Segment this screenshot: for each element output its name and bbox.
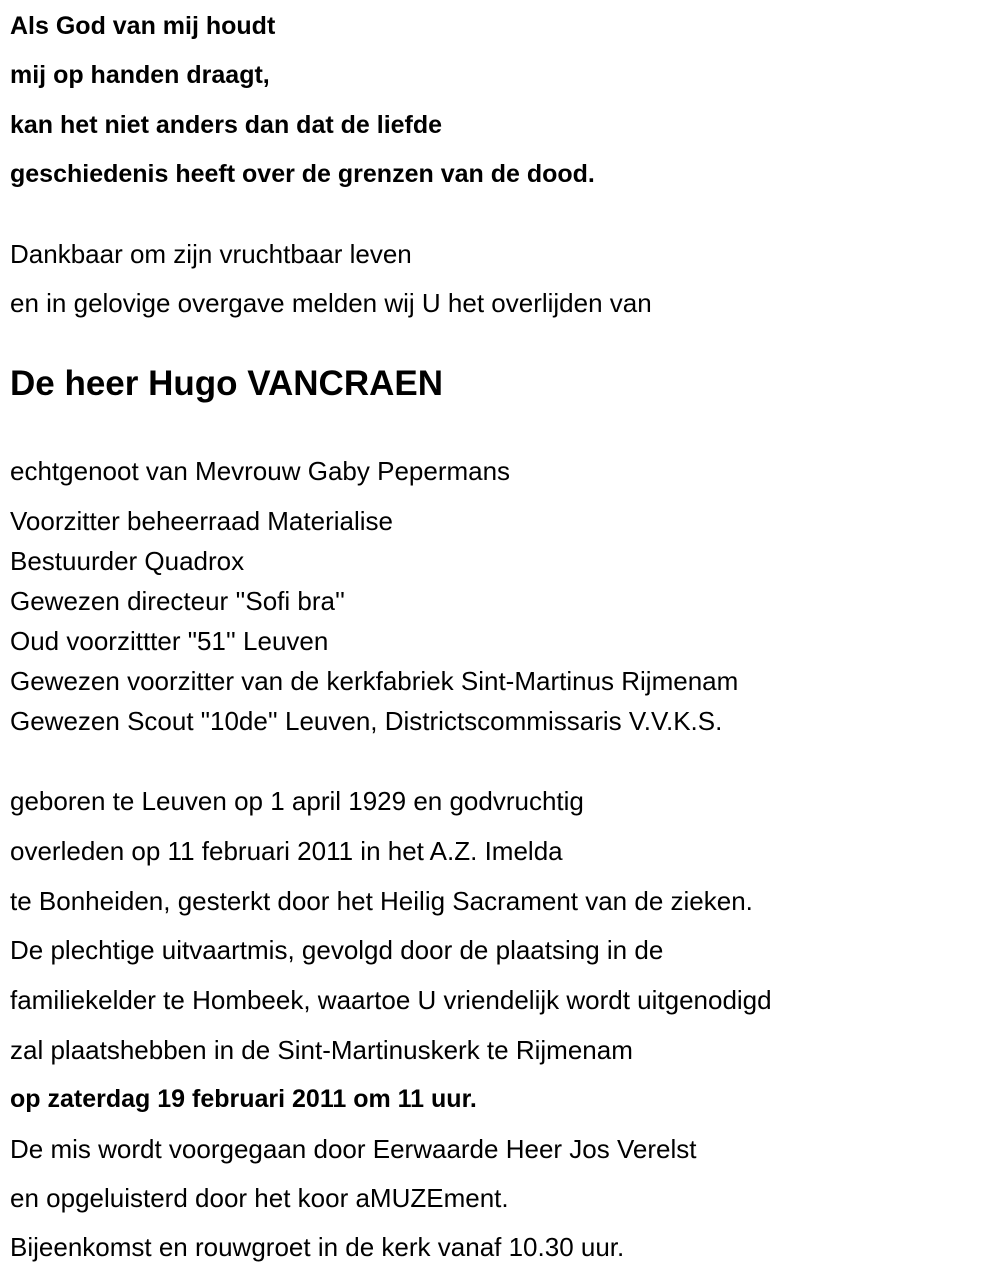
function-line: Gewezen directeur ''Sofi bra'' — [10, 586, 345, 616]
function-line: Gewezen Scout "10de'' Leuven, Districtscommissaris V.V.K.S. — [10, 706, 723, 736]
funeral-date-line: op zaterdag 19 februari 2011 om 11 uur. — [10, 1085, 477, 1113]
poem-line: kan het niet anders dan dat de liefde — [10, 111, 443, 139]
detail-line: en opgeluisterd door het koor aMUZEment. — [10, 1183, 509, 1213]
detail-line: zal plaatshebben in de Sint-Martinuskerk te Rijmenam — [10, 1035, 633, 1065]
detail-line: familiekelder te Hombeek, waartoe U vriendelijk wordt uitgenodigd — [10, 985, 772, 1015]
detail-line: De plechtige uitvaartmis, gevolgd door de plaatsing in de — [10, 935, 664, 965]
detail-line: overleden op 11 februari 2011 in het A.Z. Imelda — [10, 836, 563, 866]
deceased-name: De heer Hugo VANCRAEN — [10, 364, 444, 403]
intro-line: en in gelovige overgave melden wij U het overlijden van — [10, 288, 652, 318]
function-line: Oud voorzittter "51'' Leuven — [10, 626, 329, 656]
detail-line: De mis wordt voorgegaan door Eerwaarde Heer Jos Verelst — [10, 1134, 697, 1164]
poem-line: geschiedenis heeft over de grenzen van de dood. — [10, 160, 595, 188]
intro-line: Dankbaar om zijn vruchtbaar leven — [10, 239, 412, 269]
detail-line: Bijeenkomst en rouwgroet in de kerk vanaf 10.30 uur. — [10, 1232, 625, 1262]
poem-line: Als God van mij houdt — [10, 12, 276, 40]
function-line: Gewezen voorzitter van de kerkfabriek Sint-Martinus Rijmenam — [10, 666, 739, 696]
function-line: Voorzitter beheerraad Materialise — [10, 506, 393, 536]
poem-line: mij op handen draagt, — [10, 61, 270, 89]
function-line: Bestuurder Quadrox — [10, 546, 245, 576]
detail-line: geboren te Leuven op 1 april 1929 en godvruchtig — [10, 786, 584, 816]
spouse-line: echtgenoot van Mevrouw Gaby Pepermans — [10, 456, 511, 486]
detail-line: te Bonheiden, gesterkt door het Heilig Sacrament van de zieken. — [10, 886, 753, 916]
